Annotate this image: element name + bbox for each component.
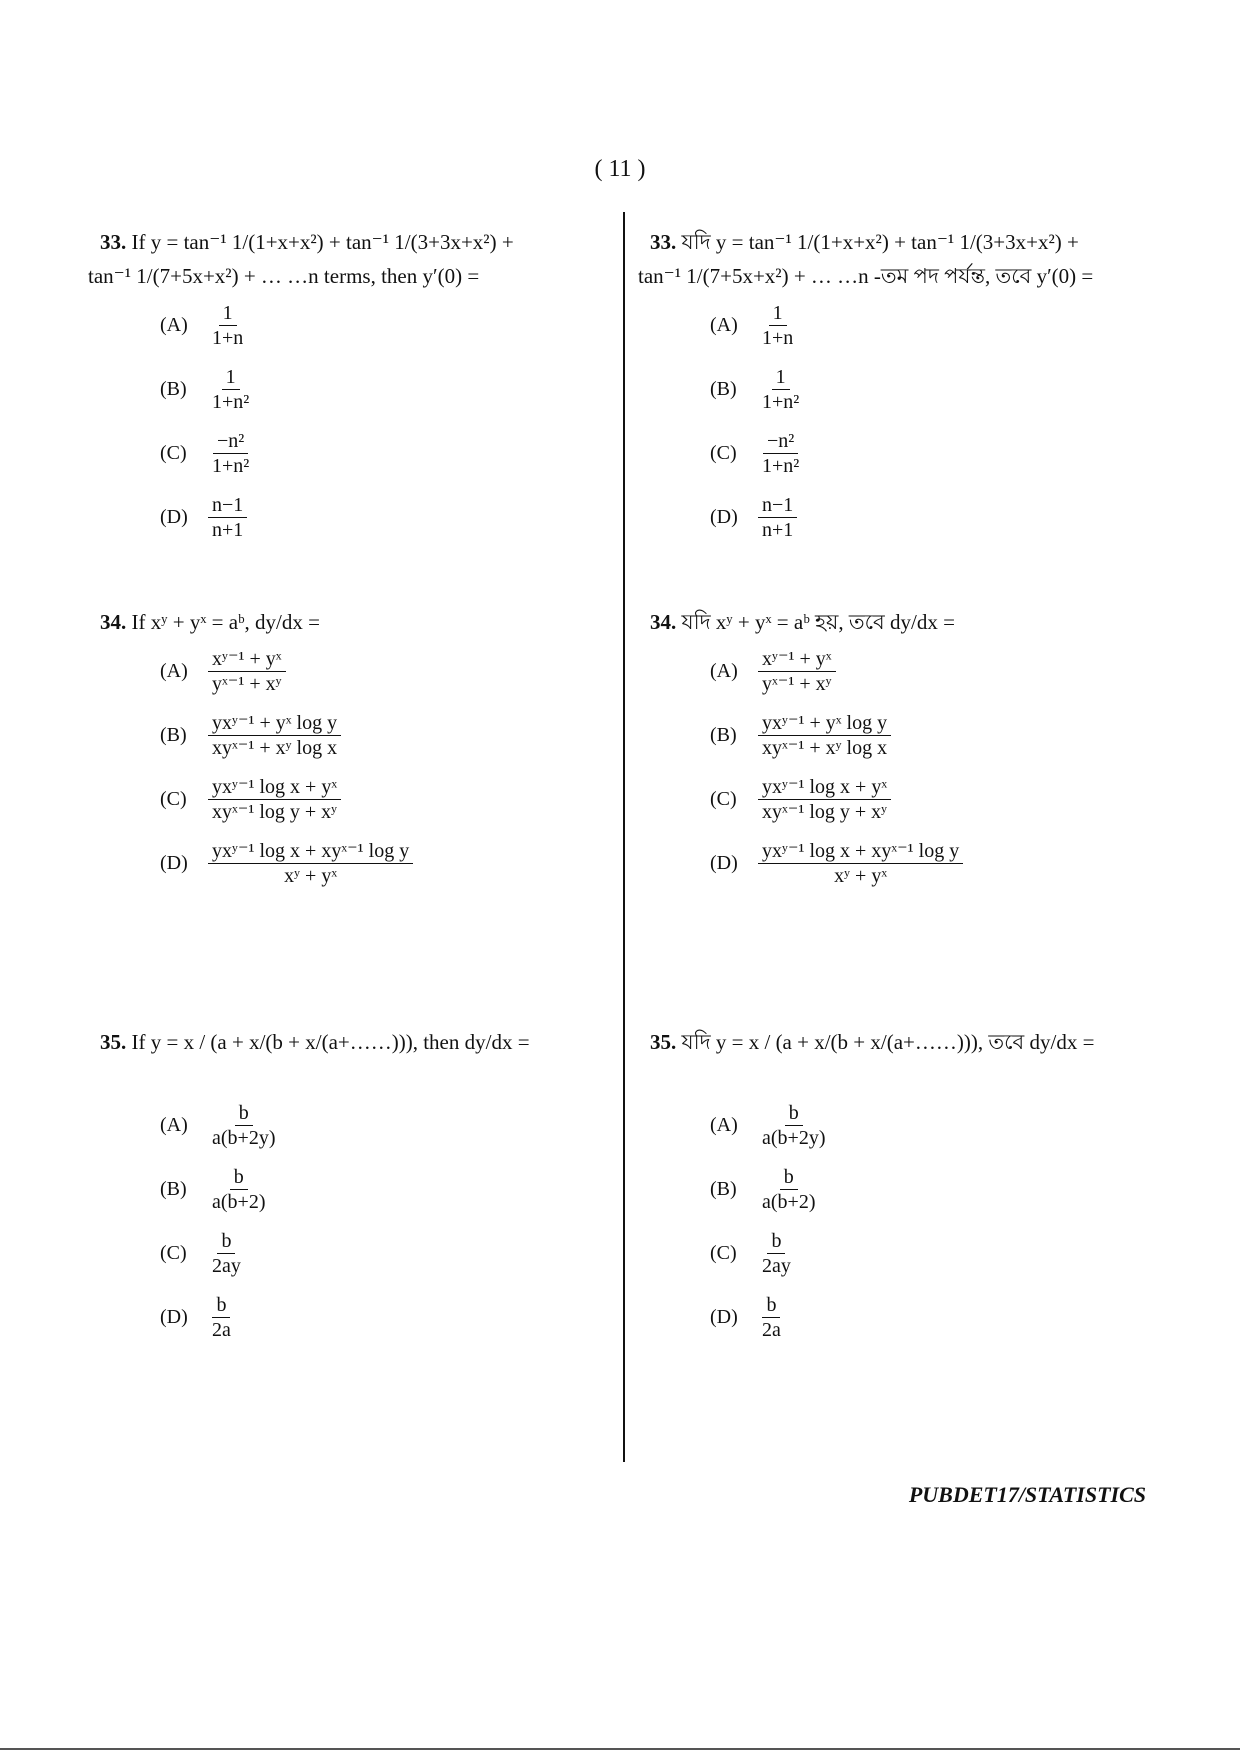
option-b <box>650 1157 1160 1221</box>
option-a <box>650 1093 1160 1157</box>
fraction-numerator: yxʸ⁻¹ log x + xyˣ⁻¹ log y <box>208 839 413 864</box>
question-34 <box>650 605 1160 895</box>
question-number: 35. <box>100 1030 127 1054</box>
option-a <box>100 293 610 357</box>
option-c <box>650 767 1160 831</box>
fraction-denominator: xʸ + yˣ <box>284 864 338 887</box>
fraction-numerator: b <box>785 1101 803 1126</box>
question-text: যদি y = x / (a + x/(b + x/(a+……))), তবে dy/dx = <box>681 1030 1095 1054</box>
fraction-numerator: 1 <box>769 301 787 326</box>
option-fraction <box>758 1101 829 1150</box>
question-34 <box>100 605 610 895</box>
option-fraction <box>758 301 797 350</box>
option-a <box>650 293 1160 357</box>
footer-code: PUBDET17/STATISTICS <box>908 1482 1146 1507</box>
option-fraction <box>208 647 286 696</box>
option-c <box>650 421 1160 485</box>
fraction-denominator: 2a <box>212 1318 231 1341</box>
option-fraction <box>758 493 797 542</box>
fraction-numerator: b <box>767 1229 785 1254</box>
fraction-denominator: a(b+2) <box>212 1190 266 1213</box>
column-divider <box>623 212 625 1462</box>
option-b <box>650 357 1160 421</box>
fraction-numerator: yxʸ⁻¹ + yˣ log y <box>758 711 891 736</box>
option-fraction <box>208 1165 269 1214</box>
fraction-denominator: xyˣ⁻¹ + xʸ log x <box>212 736 338 759</box>
option-label: (C) <box>160 441 187 464</box>
fraction-numerator: b <box>217 1229 235 1254</box>
option-d <box>650 831 1160 895</box>
option-label: (B) <box>160 723 187 746</box>
question-text: যদি xʸ + yˣ = aᵇ হয়, তবে dy/dx = <box>681 610 955 634</box>
options <box>100 293 610 549</box>
option-d <box>650 1285 1160 1349</box>
question-33 <box>638 225 1160 549</box>
question-text: যদি y = tan⁻¹ 1/(1+x+x²) + tan⁻¹ 1/(3+3x+x²) + <box>681 230 1079 254</box>
option-label: (B) <box>710 1177 737 1200</box>
option-label: (D) <box>710 505 738 528</box>
option-fraction <box>758 429 803 478</box>
option-fraction <box>208 429 253 478</box>
option-label: (D) <box>160 1305 188 1328</box>
fraction-numerator: xʸ⁻¹ + yˣ <box>758 647 836 672</box>
option-b <box>650 703 1160 767</box>
fraction-denominator: xyˣ⁻¹ + xʸ log x <box>762 736 888 759</box>
option-b <box>100 1157 610 1221</box>
option-b <box>100 357 610 421</box>
question-number: 34. <box>650 610 677 634</box>
option-d <box>100 1285 610 1349</box>
fraction-numerator: b <box>780 1165 798 1190</box>
option-d <box>650 485 1160 549</box>
option-label: (B) <box>710 723 737 746</box>
fraction-denominator: n+1 <box>212 518 244 541</box>
fraction-denominator: yˣ⁻¹ + xʸ <box>212 672 282 695</box>
fraction-denominator: 1+n² <box>762 454 800 477</box>
option-label: (B) <box>710 377 737 400</box>
option-label: (D) <box>710 851 738 874</box>
fraction-numerator: 1 <box>772 365 790 390</box>
fraction-denominator: 1+n <box>212 326 244 349</box>
option-label: (A) <box>160 1113 188 1136</box>
option-b <box>100 703 610 767</box>
fraction-numerator: xʸ⁻¹ + yˣ <box>208 647 286 672</box>
fraction-denominator: xʸ + yˣ <box>834 864 888 887</box>
option-fraction <box>208 711 341 760</box>
option-fraction <box>758 775 891 824</box>
option-fraction <box>758 839 963 888</box>
option-fraction <box>208 1101 279 1150</box>
bottom-rule <box>0 1748 1240 1750</box>
option-fraction <box>758 647 836 696</box>
fraction-numerator: 1 <box>222 365 240 390</box>
option-label: (D) <box>710 1305 738 1328</box>
fraction-numerator: −n² <box>763 429 798 454</box>
fraction-denominator: 1+n <box>762 326 794 349</box>
option-c <box>100 1221 610 1285</box>
fraction-numerator: −n² <box>213 429 248 454</box>
question-text: If y = tan⁻¹ 1/(1+x+x²) + tan⁻¹ 1/(3+3x+x²) + <box>131 230 514 254</box>
question-34-line-1 <box>100 605 610 639</box>
option-fraction <box>758 1229 795 1278</box>
question-number: 34. <box>100 610 127 634</box>
option-label: (C) <box>160 1241 187 1264</box>
question-35 <box>650 1025 1160 1349</box>
option-a <box>100 639 610 703</box>
option-fraction <box>758 711 891 760</box>
question-34-line-1 <box>650 605 1160 639</box>
option-label: (C) <box>710 787 737 810</box>
fraction-numerator: b <box>235 1101 253 1126</box>
option-label: (B) <box>160 1177 187 1200</box>
fraction-numerator: 1 <box>219 301 237 326</box>
option-fraction <box>208 1293 235 1342</box>
fraction-numerator: yxʸ⁻¹ log x + xyˣ⁻¹ log y <box>758 839 963 864</box>
fraction-denominator: 1+n² <box>762 390 800 413</box>
fraction-numerator: n−1 <box>758 493 797 518</box>
fraction-denominator: a(b+2y) <box>212 1126 276 1149</box>
option-label: (D) <box>160 851 188 874</box>
fraction-numerator: yxʸ⁻¹ log x + yˣ <box>208 775 341 800</box>
question-number: 33. <box>100 230 127 254</box>
option-fraction <box>758 1165 819 1214</box>
question-33 <box>88 225 610 549</box>
option-label: (A) <box>160 313 188 336</box>
option-label: (A) <box>160 659 188 682</box>
fraction-denominator: a(b+2y) <box>762 1126 826 1149</box>
fraction-denominator: 2ay <box>762 1254 791 1277</box>
option-fraction <box>208 365 253 414</box>
option-c <box>100 421 610 485</box>
fraction-numerator: b <box>212 1293 230 1318</box>
question-number: 35. <box>650 1030 677 1054</box>
option-fraction <box>208 775 341 824</box>
question-33-line-1 <box>100 225 610 259</box>
question-text: If y = x / (a + x/(b + x/(a+……))), then dy/dx = <box>131 1030 530 1054</box>
question-33-line-1 <box>650 225 1160 259</box>
fraction-numerator: yxʸ⁻¹ log x + yˣ <box>758 775 891 800</box>
fraction-numerator: b <box>230 1165 248 1190</box>
option-label: (C) <box>710 441 737 464</box>
option-label: (A) <box>710 1113 738 1136</box>
question-35 <box>100 1025 610 1349</box>
option-a <box>650 639 1160 703</box>
question-35-line-1 <box>650 1025 1160 1059</box>
fraction-denominator: yˣ⁻¹ + xʸ <box>762 672 832 695</box>
question-number: 33. <box>650 230 677 254</box>
fraction-denominator: 1+n² <box>212 390 250 413</box>
option-c <box>650 1221 1160 1285</box>
option-fraction <box>208 839 413 888</box>
question-text: If xʸ + yˣ = aᵇ, dy/dx = <box>131 610 320 634</box>
option-d <box>100 485 610 549</box>
option-label: (C) <box>160 787 187 810</box>
options <box>100 1093 610 1349</box>
fraction-numerator: yxʸ⁻¹ + yˣ log y <box>208 711 341 736</box>
option-fraction <box>758 365 803 414</box>
options <box>650 639 1160 895</box>
option-label: (B) <box>160 377 187 400</box>
option-fraction <box>758 1293 785 1342</box>
option-fraction <box>208 301 247 350</box>
option-label: (D) <box>160 505 188 528</box>
option-fraction <box>208 493 247 542</box>
options <box>650 293 1160 549</box>
question-33-line-2: tan⁻¹ 1/(7+5x+x²) + … …n -তম পদ পর্যন্ত, তবে y′(0) = <box>638 264 1094 288</box>
options <box>100 639 610 895</box>
fraction-denominator: a(b+2) <box>762 1190 816 1213</box>
option-c <box>100 767 610 831</box>
option-a <box>100 1093 610 1157</box>
option-label: (A) <box>710 313 738 336</box>
fraction-numerator: n−1 <box>208 493 247 518</box>
option-label: (A) <box>710 659 738 682</box>
fraction-denominator: xyˣ⁻¹ log y + xʸ <box>762 800 888 823</box>
option-fraction <box>208 1229 245 1278</box>
question-35-line-1 <box>100 1025 610 1059</box>
fraction-denominator: 2ay <box>212 1254 241 1277</box>
fraction-numerator: b <box>762 1293 780 1318</box>
fraction-denominator: 2a <box>762 1318 781 1341</box>
fraction-denominator: n+1 <box>762 518 794 541</box>
option-label: (C) <box>710 1241 737 1264</box>
option-d <box>100 831 610 895</box>
options <box>650 1093 1160 1349</box>
fraction-denominator: xyˣ⁻¹ log y + xʸ <box>212 800 338 823</box>
fraction-denominator: 1+n² <box>212 454 250 477</box>
page-number: ( 11 ) <box>594 156 646 182</box>
question-33-line-2: tan⁻¹ 1/(7+5x+x²) + … …n terms, then y′(0) = <box>88 264 480 288</box>
